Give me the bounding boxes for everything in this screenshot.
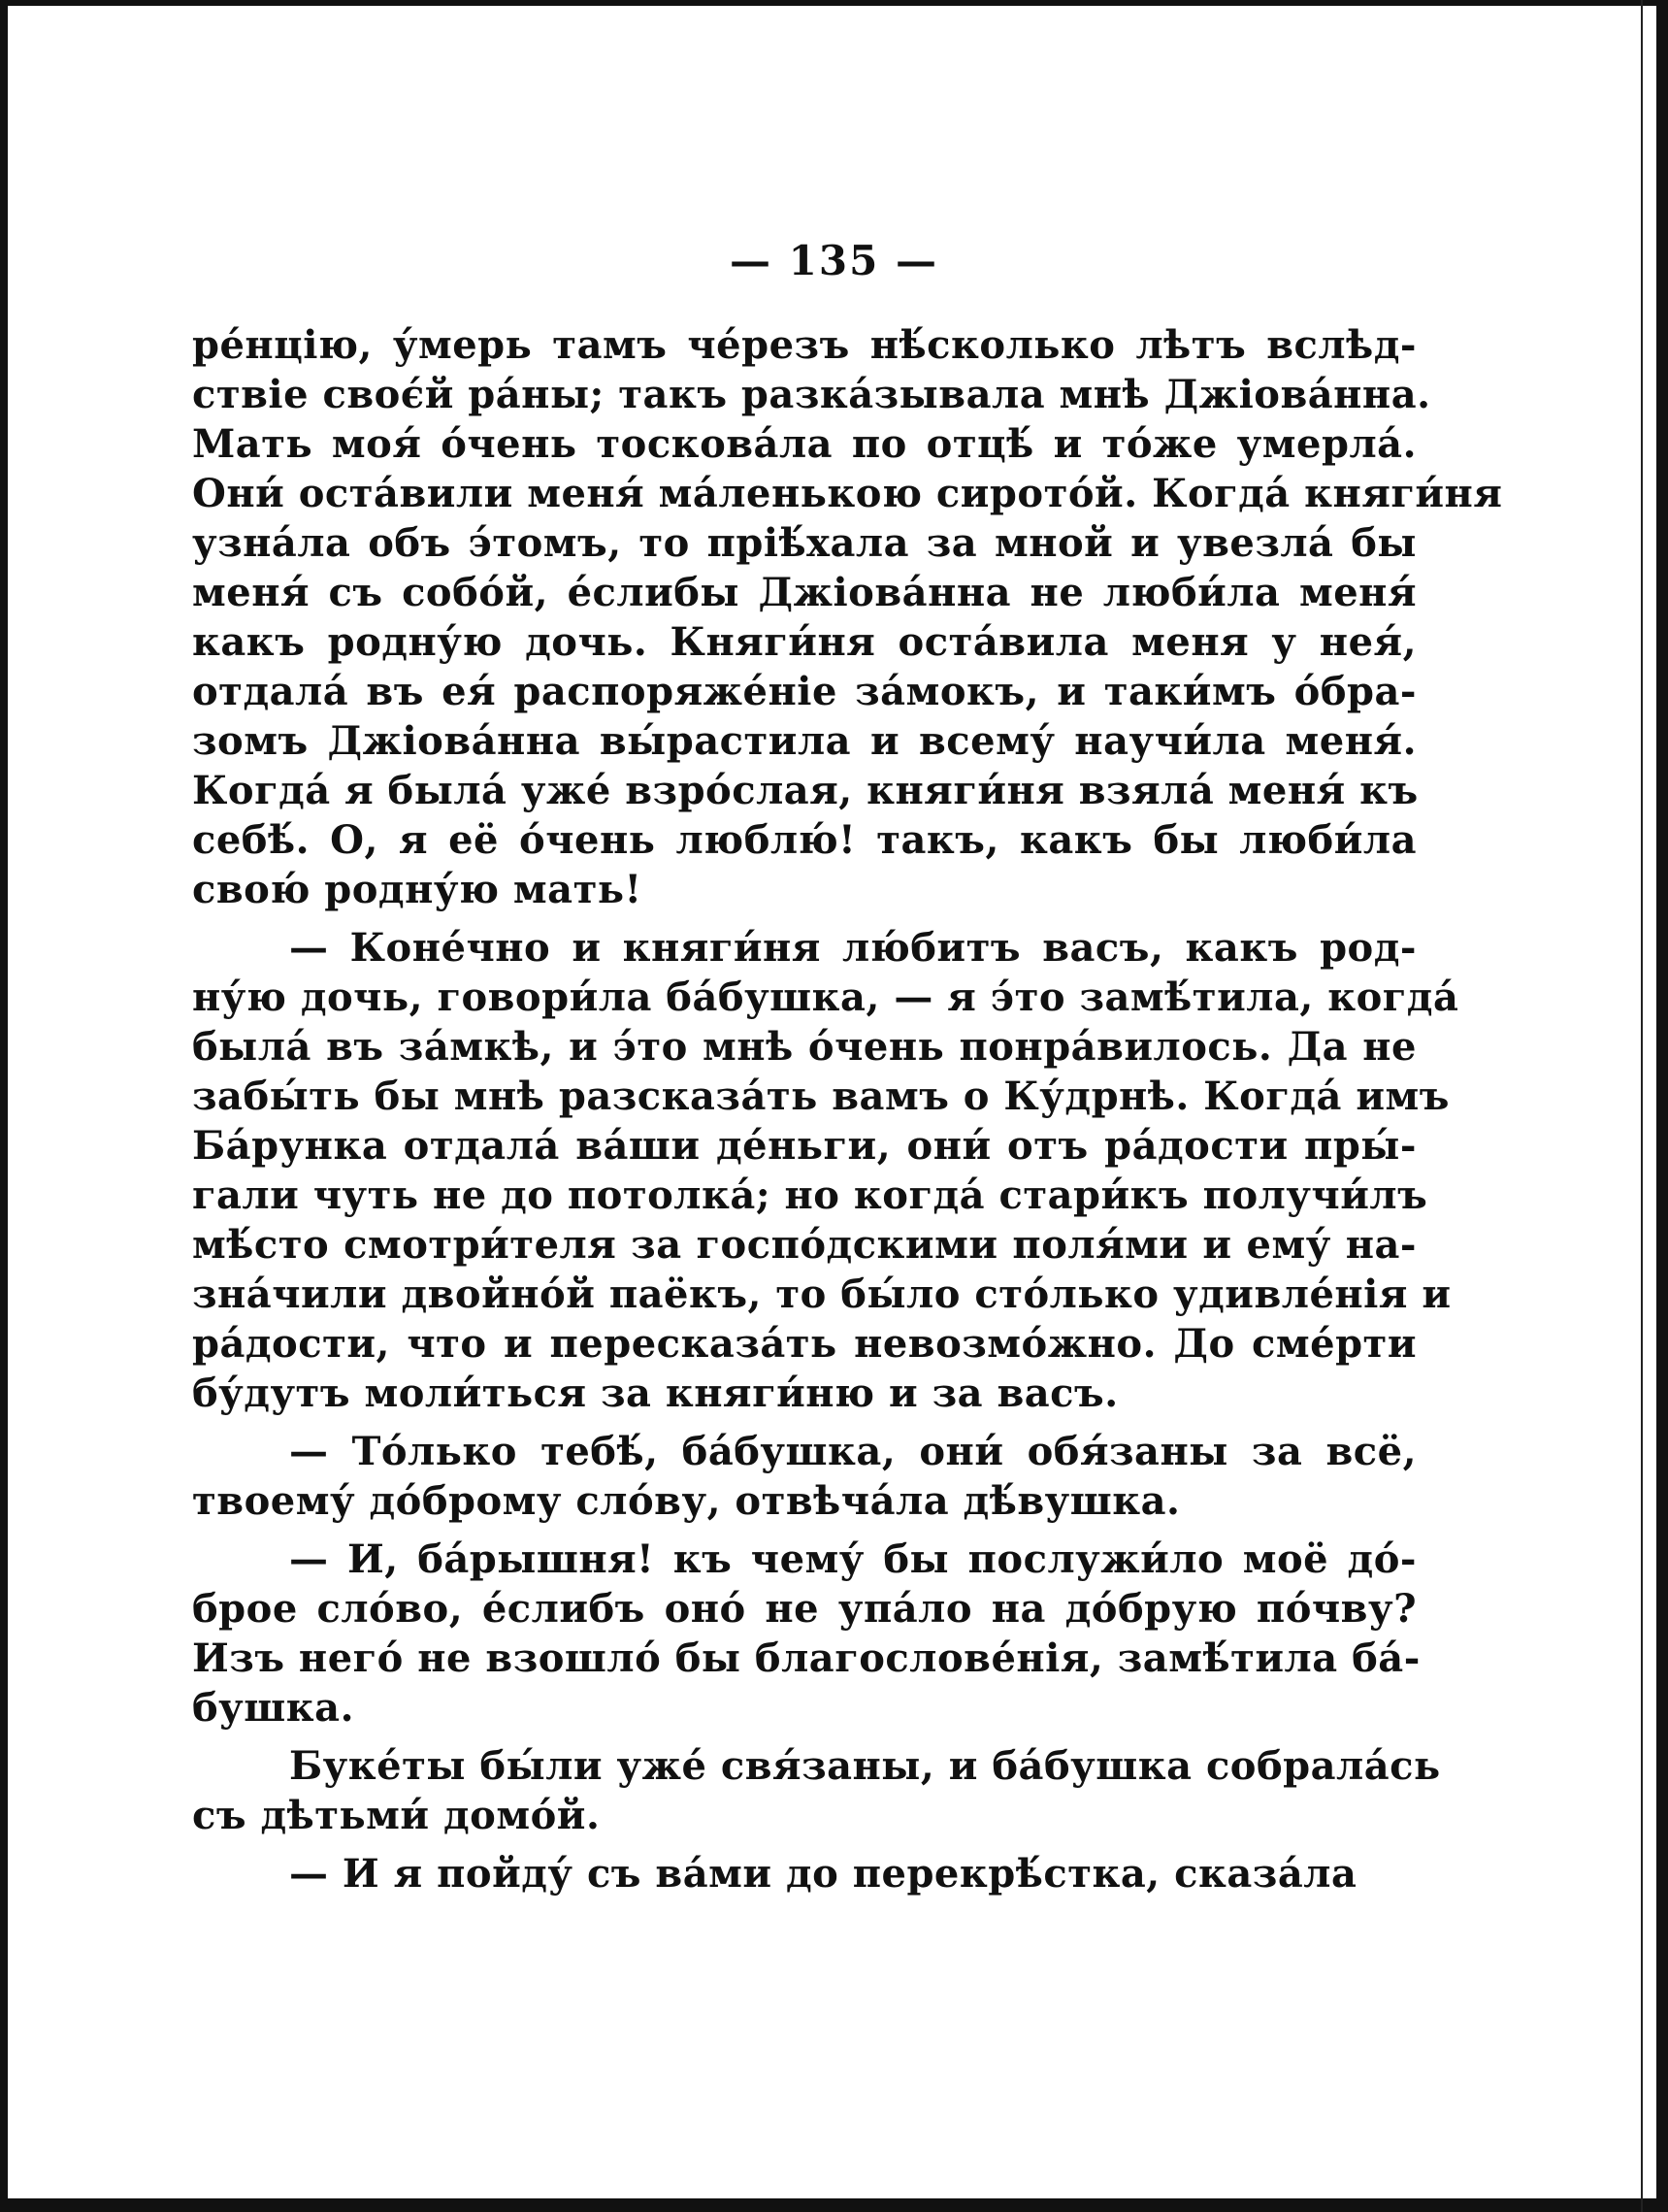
text-line: Буке́ты бы́ли уже́ свя́заны, и ба́бушка собрала́сь bbox=[289, 1743, 1441, 1789]
paragraph bbox=[192, 923, 1459, 1418]
text-line: Изъ него́ не взошло́ бы благослове́нія, замѣ́тила ба́- bbox=[192, 1635, 1421, 1681]
page-edge-rule bbox=[1641, 0, 1643, 2212]
paragraph bbox=[192, 1427, 1417, 1526]
text-line: забы́ть бы мнѣ разсказа́ть вамъ о Ку́дрнѣ. Когда́ имъ bbox=[192, 1073, 1450, 1119]
text-line: зна́чили двойно́й паёкъ, то бы́ло сто́лько удивле́нія и bbox=[192, 1271, 1452, 1317]
text-line: ствіе своє́й ра́ны; такъ разка́зывала мнѣ Джіова́нна. bbox=[192, 372, 1431, 417]
text-line: гали чуть не до потолка́; но когда́ стари́къ получи́лъ bbox=[192, 1172, 1428, 1218]
paragraph bbox=[192, 1849, 1417, 1898]
page-number: — 135 — bbox=[730, 237, 938, 284]
text-line: ре́нцію, у́мерь тамъ че́резъ нѣ́сколько лѣтъ вслѣд- bbox=[192, 322, 1417, 368]
text-line: Ба́рунка отдала́ ва́ши де́ньги, они́ отъ ра́дости пры́- bbox=[192, 1123, 1417, 1169]
paragraph bbox=[192, 1741, 1441, 1840]
text-line: узна́ла объ э́томъ, то пріѣ́хала за мной и увезла́ бы bbox=[192, 520, 1417, 566]
text-line: твоему́ до́брому сло́ву, отвѣча́ла дѣ́вушка. bbox=[192, 1478, 1181, 1524]
text-line: себѣ́. О, я её о́чень люблю́! такъ, какъ бы люби́ла bbox=[192, 817, 1417, 863]
body-text bbox=[192, 320, 1503, 1898]
text-line: Когда́ я была́ уже́ взро́слая, княги́ня взяла́ меня́ къ bbox=[192, 768, 1419, 813]
paragraph bbox=[192, 320, 1503, 914]
text-line: — То́лько тебѣ́, ба́бушка, они́ обя́заны за всё, bbox=[289, 1429, 1417, 1474]
text-line: была́ въ за́мкѣ, и э́то мнѣ о́чень понра́вилось. Да не bbox=[192, 1024, 1417, 1070]
text-line: брое сло́во, е́слибъ оно́ не упа́ло на до́брую по́чву? bbox=[192, 1586, 1417, 1632]
text-line: бушка. bbox=[192, 1685, 355, 1731]
text-line: съ дѣтьми́ домо́й. bbox=[192, 1793, 601, 1838]
text-line: Они́ оста́вили меня́ ма́ленькою сирото́й. Когда́ княги́ня bbox=[192, 471, 1503, 516]
text-line: зомъ Джіова́нна вы́растила и всему́ научи́ла меня́. bbox=[192, 718, 1417, 764]
paragraph bbox=[192, 1535, 1421, 1733]
text-line: ра́дости, что и пересказа́ть невозмо́жно. До сме́рти bbox=[192, 1321, 1417, 1367]
text-line: Мать моя́ о́чень тоскова́ла по отцѣ́ и то́же умерла́. bbox=[192, 421, 1417, 467]
text-line: какъ родну́ю дочь. Княги́ня оста́вила меня у нея́, bbox=[192, 619, 1417, 665]
text-line: — И, ба́рышня! къ чему́ бы послужи́ло моё до́- bbox=[289, 1536, 1417, 1582]
text-line: — И я пойду́ съ ва́ми до перекрѣ́стка, сказа́ла bbox=[289, 1851, 1357, 1897]
text-line: меня́ съ собо́й, е́слибы Джіова́нна не люби́ла меня́ bbox=[192, 570, 1417, 615]
text-line: — Коне́чно и княги́ня лю́битъ васъ, какъ род- bbox=[289, 925, 1417, 971]
text-line: бу́дутъ моли́ться за княги́ню и за васъ. bbox=[192, 1370, 1119, 1416]
text-line: мѣ́сто смотри́теля за госпо́дскими поля́ми и ему́ на- bbox=[192, 1222, 1417, 1268]
text-line: ну́ю дочь, говори́ла ба́бушка, — я э́то замѣ́тила, когда́ bbox=[192, 974, 1459, 1020]
text-line: свою́ родну́ю мать! bbox=[192, 867, 642, 912]
text-line: отдала́ въ ея́ распоряже́ніе за́мокъ, и таки́мъ о́бра- bbox=[192, 669, 1417, 714]
